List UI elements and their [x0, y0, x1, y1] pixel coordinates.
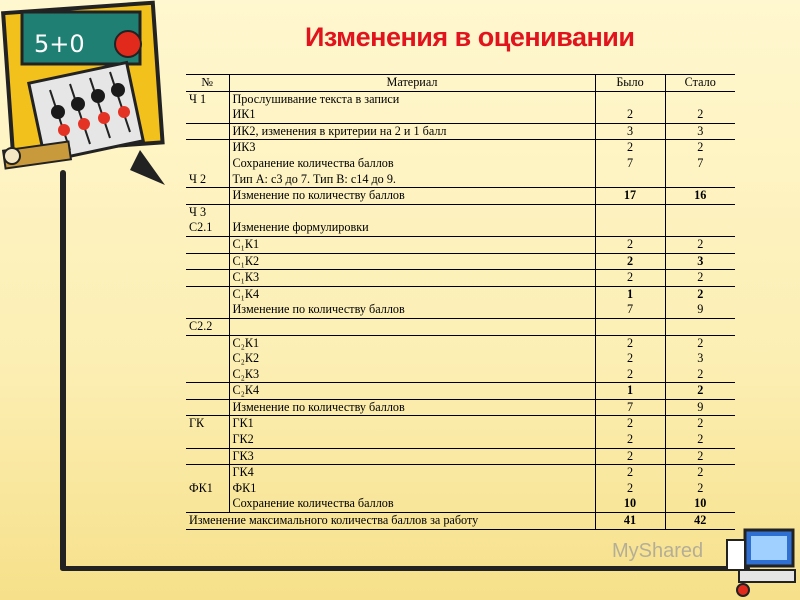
computer-clipart-icon — [725, 520, 800, 600]
row-was-cell: 2 — [595, 465, 665, 481]
row-now-cell: 7 — [697, 155, 704, 170]
row-now-cell: 3 — [665, 253, 735, 270]
row-number-cell — [186, 236, 229, 253]
row-material-cell: ФК1 — [229, 481, 595, 497]
frame-bottom-border — [60, 566, 750, 571]
row-now-cell: 2 — [697, 335, 704, 350]
row-was-cell: 2 — [595, 432, 665, 448]
row-number-cell — [186, 335, 229, 351]
row-material-cell: С₁К4 — [229, 286, 595, 302]
table-row — [186, 432, 735, 448]
row-was-cell: 2 — [595, 448, 665, 465]
row-was-cell: 7 — [595, 156, 665, 172]
row-material-cell: С₁К2 — [229, 253, 595, 270]
frame-left-border — [60, 170, 66, 570]
header-was: Было — [595, 75, 665, 92]
table-row — [186, 91, 735, 107]
row-number-cell — [186, 140, 229, 156]
page-title: Изменения в оценивании — [305, 22, 635, 52]
row-material-cell: ИК1 — [229, 107, 595, 123]
row-material-cell: Сохранение количества баллов — [229, 156, 595, 172]
row-material-cell: Изменение по количеству баллов — [229, 399, 595, 416]
row-number-cell — [186, 351, 229, 367]
table-row — [186, 465, 735, 481]
table-row — [186, 123, 735, 140]
row-was-cell — [595, 91, 665, 107]
row-now-cell: 16 — [665, 188, 735, 205]
row-now-cell: 3 — [697, 351, 704, 366]
row-now-cell — [665, 172, 735, 188]
row-material-cell: ИК3 — [229, 140, 595, 156]
header-number: № — [186, 75, 229, 92]
table-row — [186, 236, 735, 253]
grades-table — [186, 74, 735, 530]
row-was-cell — [595, 318, 665, 335]
table-row — [186, 140, 735, 156]
row-was-cell: 2 — [595, 107, 665, 123]
row-now-cell: 2 — [665, 107, 735, 123]
row-now-cell: 2 — [697, 140, 704, 155]
total-was: 41 — [595, 513, 665, 530]
row-number-cell — [186, 107, 229, 123]
table-row — [186, 496, 735, 512]
table-row — [186, 204, 735, 220]
row-now-cell — [665, 204, 735, 220]
row-number-cell — [186, 286, 229, 302]
row-material-cell: ИК2, изменения в критерии на 2 и 1 балл — [229, 123, 595, 140]
row-was-cell: 2 — [595, 270, 665, 287]
table-row — [186, 351, 735, 367]
row-material-cell: С₂К4 — [229, 383, 595, 400]
row-now-cell: 3 — [665, 123, 735, 140]
row-was-cell — [595, 220, 665, 236]
row-number-cell: Ч 3 — [186, 204, 229, 220]
row-was-cell: 3 — [595, 123, 665, 140]
row-was-cell: 2 — [595, 335, 665, 351]
row-now-cell: 2 — [697, 416, 704, 431]
table-row — [186, 188, 735, 205]
table-row — [186, 367, 735, 383]
row-material-cell: Прослушивание текста в записи — [229, 91, 595, 107]
row-was-cell: 2 — [595, 351, 665, 367]
header-material: Материал — [229, 75, 595, 92]
row-number-cell: Ч 2 — [186, 172, 229, 188]
table-row — [186, 270, 735, 287]
total-now: 42 — [665, 513, 735, 530]
row-was-cell — [595, 172, 665, 188]
row-number-cell — [186, 399, 229, 416]
row-now-cell — [665, 220, 735, 236]
row-material-cell: ГК3 — [229, 448, 595, 465]
row-was-cell: 1 — [595, 286, 665, 302]
row-was-cell: 2 — [595, 481, 665, 497]
row-number-cell — [186, 188, 229, 205]
row-material-cell: ГК4 — [229, 465, 595, 481]
row-now-cell: 2 — [665, 236, 735, 253]
row-material-cell: С₁К3 — [229, 270, 595, 287]
row-now-cell: 2 — [665, 383, 735, 400]
row-material-cell: Изменение формулировки — [229, 220, 595, 236]
table-row — [186, 383, 735, 400]
row-was-cell: 1 — [595, 383, 665, 400]
table-total-row — [186, 513, 735, 530]
row-now-cell: 2 — [697, 286, 704, 301]
total-label: Изменение максимального количества баллов за работу — [186, 513, 595, 530]
table-row — [186, 253, 735, 270]
table-row — [186, 481, 735, 497]
row-material-cell — [229, 318, 595, 335]
table-row — [186, 335, 735, 351]
school-clipart-icon — [0, 0, 170, 190]
row-now-cell: 2 — [665, 432, 735, 448]
row-number-cell — [186, 496, 229, 512]
row-was-cell: 2 — [595, 416, 665, 432]
row-material-cell: С₁К1 — [229, 236, 595, 253]
row-material-cell: Тип А: с3 до 7. Тип В: с14 до 9. — [229, 172, 595, 188]
row-now-cell: 2 — [665, 367, 735, 383]
row-now-cell — [665, 91, 735, 107]
row-was-cell — [595, 204, 665, 220]
row-number-cell — [186, 465, 229, 481]
row-now-cell: 2 — [665, 270, 735, 287]
header-now: Стало — [665, 75, 735, 92]
table-header-row — [186, 75, 735, 92]
row-now-cell: 10 — [665, 496, 735, 512]
row-number-cell — [186, 123, 229, 140]
row-number-cell — [186, 383, 229, 400]
row-was-cell: 2 — [595, 253, 665, 270]
row-number-cell: Ч 1 — [186, 91, 229, 107]
row-number-cell: ГК — [186, 416, 229, 432]
table-row — [186, 302, 735, 318]
row-material-cell: С₂К1 — [229, 335, 595, 351]
row-material-cell: ГК2 — [229, 432, 595, 448]
row-material-cell: ГК1 — [229, 416, 595, 432]
row-now-cell: 2 — [697, 465, 704, 480]
row-number-cell — [186, 270, 229, 287]
row-material-cell: Изменение по количеству баллов — [229, 302, 595, 318]
row-material-cell — [229, 204, 595, 220]
table-row — [186, 220, 735, 236]
row-number-cell — [186, 302, 229, 318]
row-material-cell: С₂К2 — [229, 351, 595, 367]
row-now-cell: 9 — [665, 399, 735, 416]
row-was-cell: 2 — [595, 367, 665, 383]
row-number-cell — [186, 253, 229, 270]
row-material-cell: Изменение по количеству баллов — [229, 188, 595, 205]
row-now-cell: 2 — [665, 448, 735, 465]
row-number-cell: ФК1 — [186, 481, 229, 497]
row-number-cell — [186, 156, 229, 172]
table-row — [186, 172, 735, 188]
row-number-cell — [186, 448, 229, 465]
table-row — [186, 416, 735, 432]
table-row — [186, 107, 735, 123]
table-row — [186, 448, 735, 465]
row-number-cell: С2.2 — [186, 318, 229, 335]
row-number-cell — [186, 367, 229, 383]
table-row — [186, 156, 735, 172]
row-was-cell: 7 — [595, 302, 665, 318]
svg-text:5+0: 5+0 — [34, 30, 85, 58]
row-number-cell — [186, 432, 229, 448]
row-now-cell — [665, 318, 735, 335]
row-was-cell: 10 — [595, 496, 665, 512]
row-was-cell: 7 — [595, 399, 665, 416]
row-was-cell: 2 — [595, 140, 665, 156]
row-now-cell: 2 — [697, 480, 704, 495]
row-was-cell: 17 — [595, 188, 665, 205]
row-material-cell: С₂К3 — [229, 367, 595, 383]
row-number-cell: С2.1 — [186, 220, 229, 236]
watermark-text: MyShared — [612, 540, 704, 562]
row-was-cell: 2 — [595, 236, 665, 253]
row-material-cell: Сохранение количества баллов — [229, 496, 595, 512]
table-body — [186, 91, 735, 512]
row-now-cell: 9 — [665, 302, 735, 318]
table-row — [186, 286, 735, 302]
table-row — [186, 399, 735, 416]
table-row — [186, 318, 735, 335]
